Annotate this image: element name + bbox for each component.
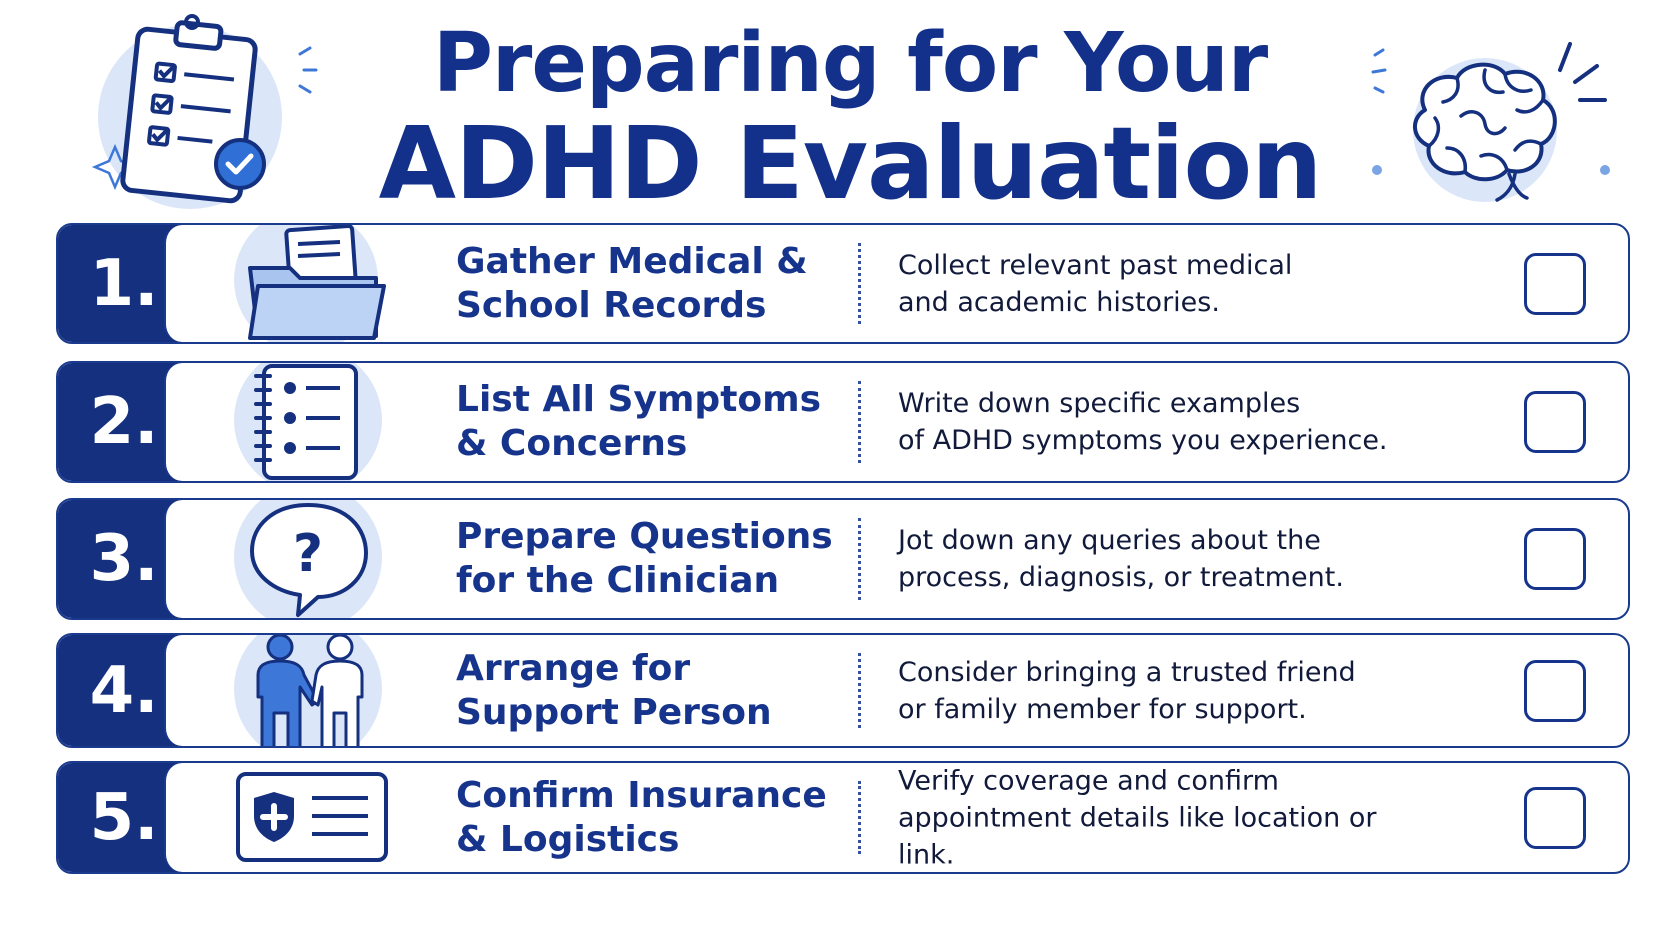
step-number: 1. bbox=[58, 225, 184, 342]
title-line-2: ADHD Evaluation bbox=[378, 105, 1322, 222]
svg-text:?: ? bbox=[292, 524, 324, 584]
folder-documents-icon bbox=[228, 224, 408, 344]
step-title: Confirm Insurance & Logistics bbox=[456, 774, 827, 860]
notebook-list-icon bbox=[228, 362, 408, 482]
support-people-icon bbox=[228, 633, 408, 748]
clipboard-checklist-icon bbox=[50, 12, 320, 212]
step-description: Collect relevant past medical and academic histories. bbox=[898, 249, 1293, 318]
divider bbox=[858, 243, 861, 324]
divider bbox=[858, 653, 861, 728]
step-checkbox-1[interactable] bbox=[1524, 253, 1586, 315]
step-checkbox-4[interactable] bbox=[1524, 660, 1586, 722]
brain-icon bbox=[1365, 30, 1625, 220]
insurance-card-icon bbox=[228, 761, 408, 874]
step-title: Gather Medical & School Records bbox=[456, 240, 808, 326]
page-title bbox=[330, 16, 1370, 222]
step-description: Write down specific examples of ADHD symptoms you experience. bbox=[898, 388, 1388, 456]
step-title: List All Symptoms & Concerns bbox=[456, 379, 822, 464]
divider bbox=[858, 518, 861, 600]
step-checkbox-2[interactable] bbox=[1524, 391, 1586, 453]
divider bbox=[858, 781, 861, 854]
header bbox=[0, 0, 1672, 225]
step-row-4 bbox=[56, 633, 1630, 748]
title-line-1: Preparing for Your bbox=[432, 16, 1268, 111]
step-checkbox-5[interactable] bbox=[1524, 787, 1586, 849]
step-number: 4. bbox=[58, 635, 184, 746]
step-row-1 bbox=[56, 223, 1630, 344]
divider bbox=[858, 381, 861, 463]
step-row-3 bbox=[56, 498, 1630, 620]
step-description: Verify coverage and confirm appointment details like location or link. bbox=[898, 765, 1377, 870]
step-description: Jot down any queries about the process, diagnosis, or treatment. bbox=[898, 525, 1344, 593]
step-title: Arrange for Support Person bbox=[456, 647, 772, 733]
question-bubble-icon bbox=[228, 499, 408, 619]
step-description: Consider bringing a trusted friend or family member for support. bbox=[898, 656, 1356, 725]
step-row-5 bbox=[56, 761, 1630, 874]
step-number: 2. bbox=[58, 363, 184, 481]
step-number: 3. bbox=[58, 500, 184, 618]
step-checkbox-3[interactable] bbox=[1524, 528, 1586, 590]
step-title: Prepare Questions for the Clinician bbox=[456, 516, 833, 601]
step-number: 5. bbox=[58, 763, 184, 872]
step-row-2 bbox=[56, 361, 1630, 483]
